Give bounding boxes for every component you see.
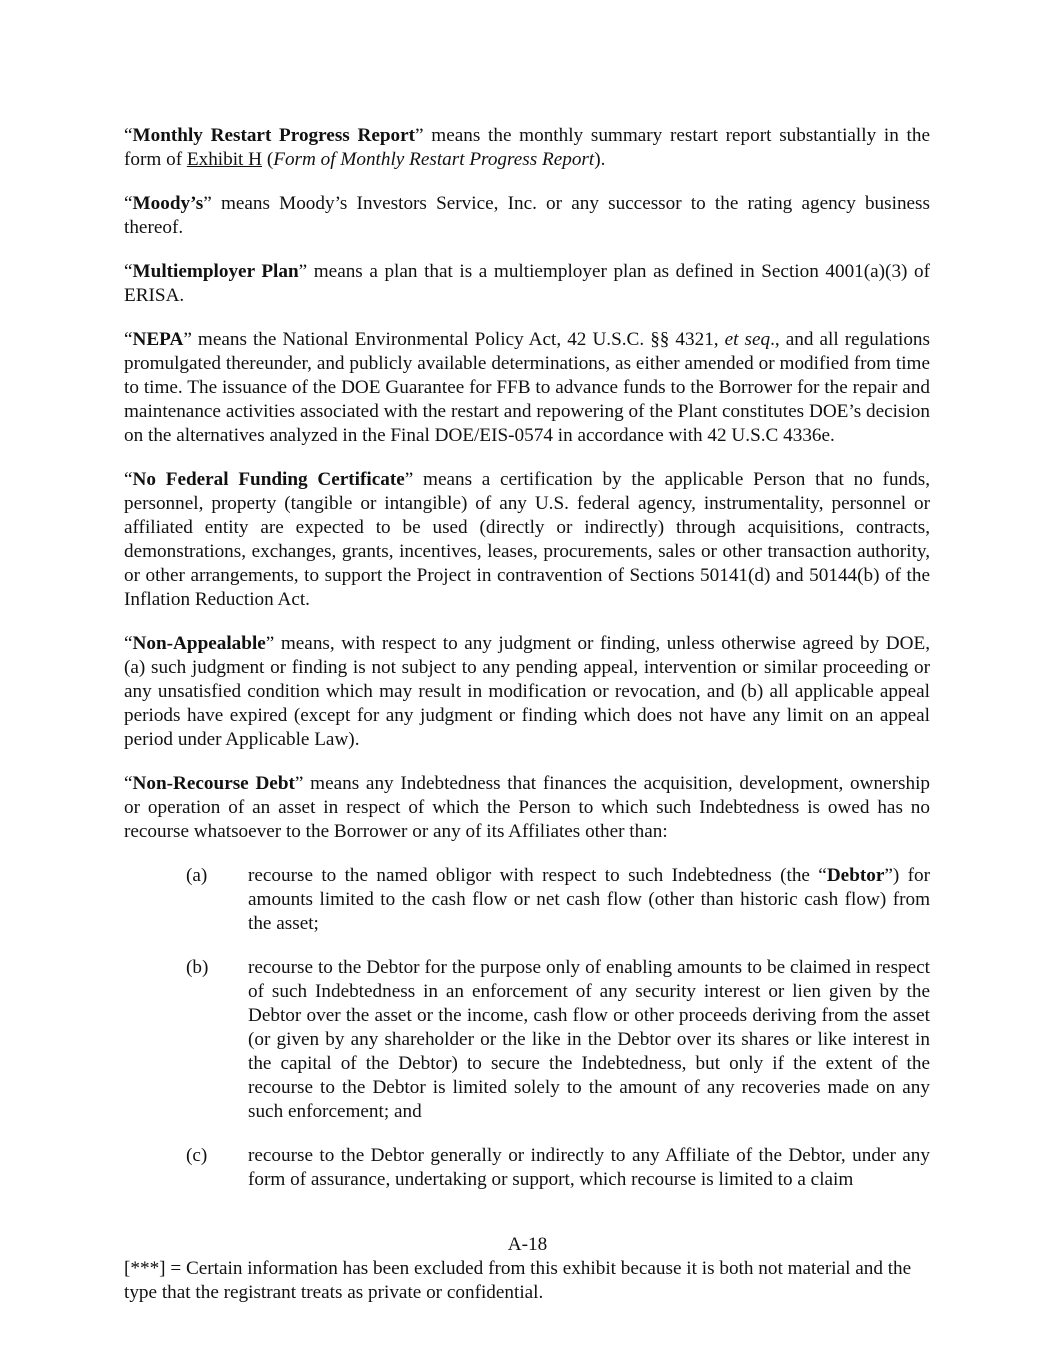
confidentiality-note: [***] = Certain information has been excluded from this exhibit because it is both not material and the type that the registrant treats as private or confidential. [124, 1258, 912, 1303]
list-item-label: (b) [186, 957, 209, 978]
page-number: A-18 [507, 1234, 548, 1255]
defined-term: Monthly Restart Progress Report [132, 125, 416, 146]
document-body [124, 124, 930, 1212]
defined-term: NEPA [132, 329, 184, 350]
definition-no-federal-funding-certificate: “No Federal Funding Certificate” means a certification by the applicable Person that no funds, personnel, property (tangible or intangible) of any U.S. federal agency, instrumentality, personnel or affiliated entity are expected to be used (directly or indirectly) through acquisitions, contracts, demonstrations, exchanges, grants, incentives, leases, procurements, sales or other transaction authority, or other arrangements, to support the Project in contravention of Sections 50141(d) and 50144(b) of the Inflation Reduction Act. [124, 469, 930, 610]
definition-nepa: “NEPA” means the National Environmental Policy Act, 42 U.S.C. §§ 4321, et seq., and all regulations promulgated thereunder, and publicly available determinations, as either amended or modified from time to time. The issuance of the DOE Guarantee for FFB to advance funds to the Borrower for the repair and maintenance activities associated with the restart and repowering of the Plant constitutes DOE’s decision on the alternatives analyzed in the Final DOE/EIS-0574 in accordance with 42 U.S.C 4336e. [124, 329, 930, 446]
list-item-c: (c) recourse to the Debtor generally or indirectly to any Affiliate of the Debtor, under any form of assurance, undertaking or support, which recourse is limited to a claim [186, 1145, 930, 1190]
list-item-label: (c) [186, 1145, 208, 1166]
list-item-b: (b) recourse to the Debtor for the purpose only of enabling amounts to be claimed in respect of such Indebtedness in an enforcement of any security interest or lien given by the Debtor over the asset or the income, cash flow or other proceeds deriving from the asset (or given by any shareholder or the like in the Debtor over its shares or like interest in the capital of the Debtor) to secure the Indebtedness, but only if the extent of the recourse to the Debtor is limited solely to the amount of any recoveries made on any such enforcement; and [186, 957, 930, 1122]
defined-term: Moody’s [132, 193, 204, 214]
defined-term: Non-Appealable [132, 633, 266, 654]
defined-term: No Federal Funding Certificate [132, 469, 405, 490]
defined-term: Multiemployer Plan [132, 261, 299, 282]
list-item-label: (a) [186, 865, 208, 886]
definition-non-recourse-debt: “Non-Recourse Debt” means any Indebtedness that finances the acquisition, development, ownership or operation of an asset in respect of which the Person to which such Indebtedness is owed has no recourse whatsoever to the Borrower or any of its Affiliates other than: [124, 773, 930, 842]
definition-non-appealable: “Non-Appealable” means, with respect to any judgment or finding, unless otherwise agreed by DOE, (a) such judgment or finding is not subject to any pending appeal, intervention or similar proceeding or any unsatisfied condition which may result in modification or revocation, and (b) all applicable appeal periods have expired (except for any judgment or finding which does not have any limit on an appeal period under Applicable Law). [124, 633, 930, 750]
defined-term: Non-Recourse Debt [132, 773, 295, 794]
defined-term-debtor: Debtor [826, 865, 885, 886]
list-item-a: (a) recourse to the named obligor with respect to such Indebtedness (the “Debtor”) for amounts limited to the cash flow or net cash flow (other than historic cash flow) from the asset; [186, 865, 931, 934]
definition-monthly-restart-progress-report: “Monthly Restart Progress Report” means the monthly summary restart report substantially in the form of Exhibit H (Form of Monthly Restart Progress Report). [124, 125, 930, 170]
definition-multiemployer-plan: “Multiemployer Plan” means a plan that is a multiemployer plan as defined in Section 4001(a)(3) of ERISA. [124, 261, 930, 306]
definition-moodys: “Moody’s” means Moody’s Investors Service, Inc. or any successor to the rating agency business thereof. [124, 193, 930, 238]
exhibit-h-reference: Exhibit H [186, 149, 263, 170]
